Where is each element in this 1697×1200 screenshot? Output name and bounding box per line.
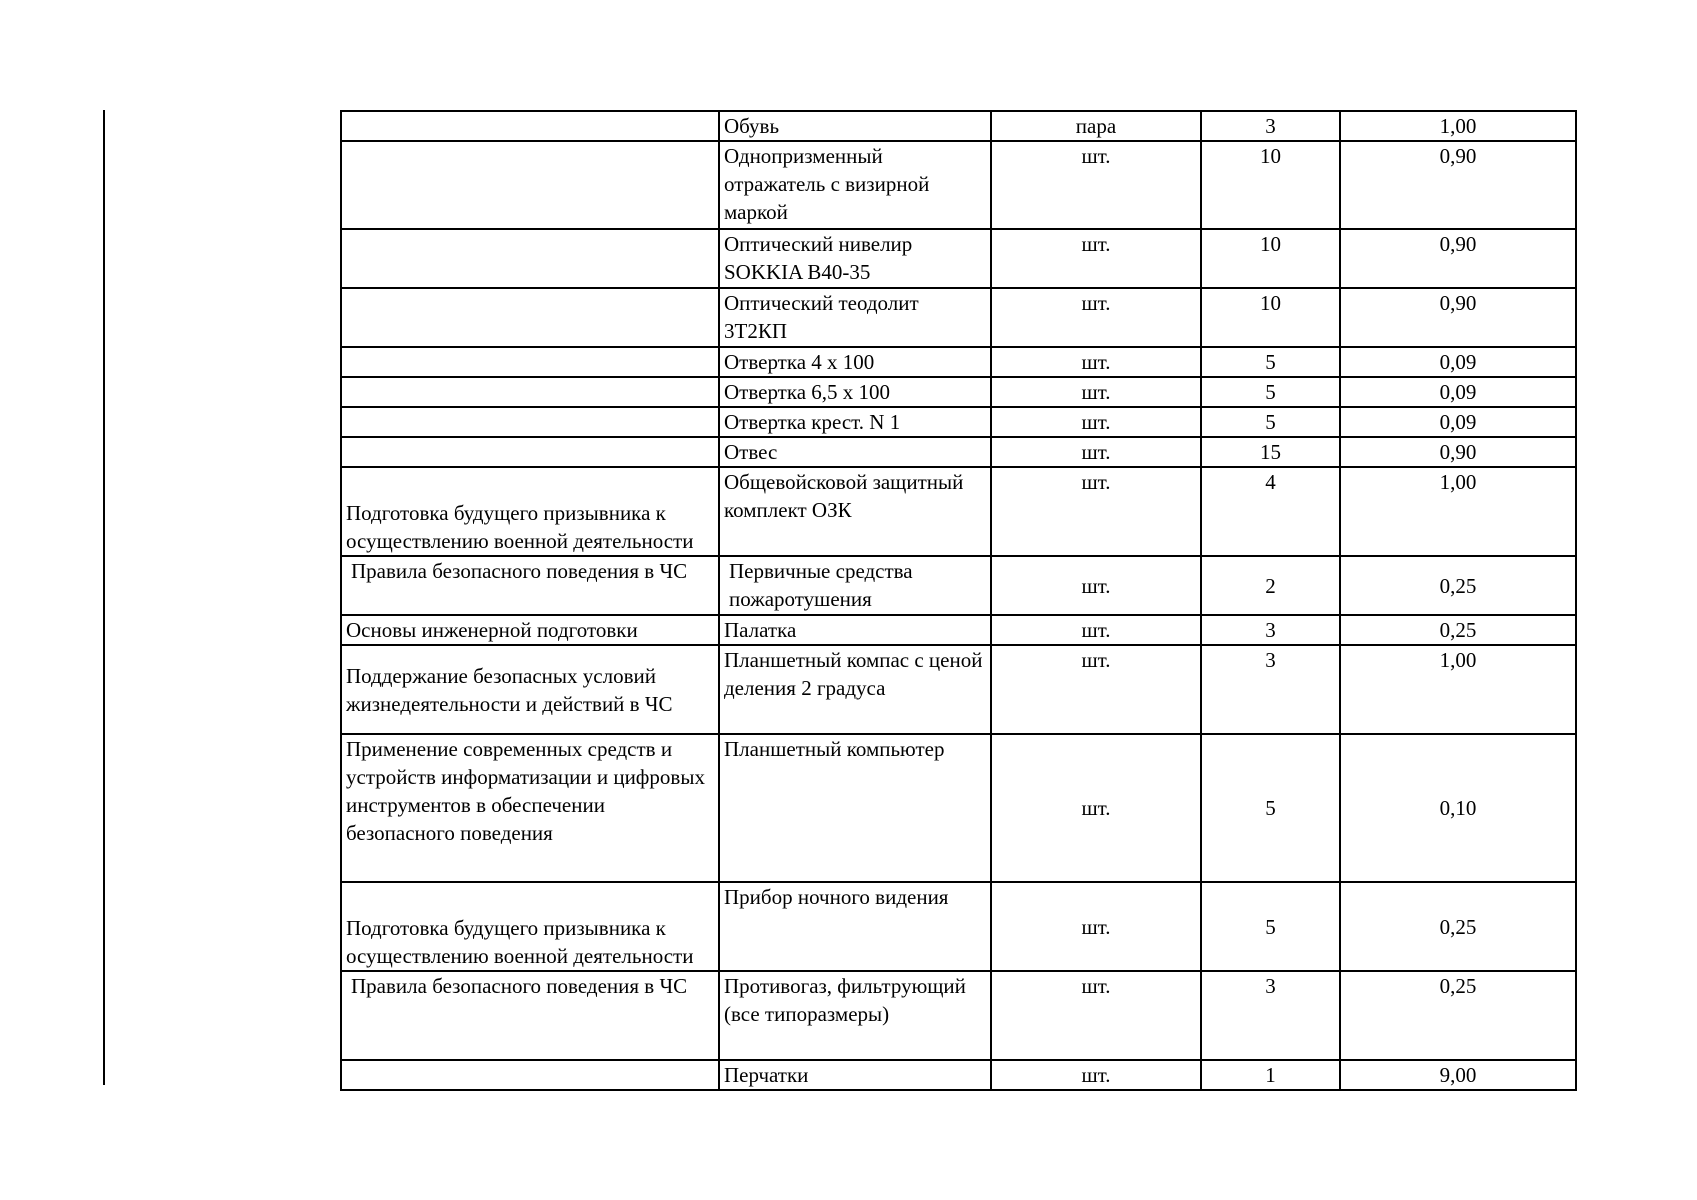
item-cell: Общевойсковой защитный комплект ОЗК — [719, 467, 991, 556]
topic-cell — [341, 437, 719, 467]
norm-cell: 0,09 — [1340, 347, 1576, 377]
unit-cell: шт. — [991, 437, 1201, 467]
norm-cell: 0,09 — [1340, 377, 1576, 407]
topic-cell — [341, 1060, 719, 1090]
qty-cell: 2 — [1201, 556, 1340, 615]
qty-cell: 5 — [1201, 377, 1340, 407]
item-cell: Однопризменный отражатель с визирной маркой — [719, 141, 991, 229]
topic-cell: Поддержание безопасных условий жизнедеятельности и действий в ЧС — [341, 645, 719, 734]
unit-cell: шт. — [991, 971, 1201, 1060]
table-row — [341, 615, 1576, 645]
qty-cell: 3 — [1201, 111, 1340, 141]
norm-cell: 0,25 — [1340, 615, 1576, 645]
table-row — [341, 645, 1576, 734]
table-row — [341, 467, 1576, 556]
norm-cell: 0,25 — [1340, 556, 1576, 615]
topic-cell — [341, 111, 719, 141]
norm-cell: 0,90 — [1340, 141, 1576, 229]
table-row — [341, 377, 1576, 407]
qty-cell: 3 — [1201, 615, 1340, 645]
item-cell: Противогаз, фильтрующий (все типоразмеры) — [719, 971, 991, 1060]
item-cell: Оптический теодолит 3Т2КП — [719, 288, 991, 347]
table-row — [341, 1060, 1576, 1090]
item-cell: Первичные средства пожаротушения — [719, 556, 991, 615]
table-row — [341, 407, 1576, 437]
unit-cell: шт. — [991, 467, 1201, 556]
unit-cell: шт. — [991, 229, 1201, 288]
unit-cell: шт. — [991, 377, 1201, 407]
unit-cell: шт. — [991, 288, 1201, 347]
norm-cell: 1,00 — [1340, 645, 1576, 734]
norm-cell: 0,90 — [1340, 229, 1576, 288]
norm-cell: 0,25 — [1340, 971, 1576, 1060]
unit-cell: шт. — [991, 615, 1201, 645]
norm-cell: 0,90 — [1340, 288, 1576, 347]
item-cell: Обувь — [719, 111, 991, 141]
qty-cell: 3 — [1201, 645, 1340, 734]
table-row — [341, 882, 1576, 971]
norm-cell: 1,00 — [1340, 111, 1576, 141]
item-cell: Прибор ночного видения — [719, 882, 991, 971]
qty-cell: 5 — [1201, 407, 1340, 437]
item-cell: Отвертка 6,5 x 100 — [719, 377, 991, 407]
unit-cell: шт. — [991, 556, 1201, 615]
topic-cell — [341, 288, 719, 347]
table-row — [341, 288, 1576, 347]
unit-cell: шт. — [991, 347, 1201, 377]
topic-cell — [341, 141, 719, 229]
unit-cell: шт. — [991, 407, 1201, 437]
topic-cell: Правила безопасного поведения в ЧС — [341, 971, 719, 1060]
norm-cell: 9,00 — [1340, 1060, 1576, 1090]
norm-cell: 0,09 — [1340, 407, 1576, 437]
qty-cell: 10 — [1201, 141, 1340, 229]
item-cell: Отвертка 4 x 100 — [719, 347, 991, 377]
norm-cell: 1,00 — [1340, 467, 1576, 556]
qty-cell: 15 — [1201, 437, 1340, 467]
unit-cell: шт. — [991, 882, 1201, 971]
table-row — [341, 347, 1576, 377]
topic-cell: Основы инженерной подготовки — [341, 615, 719, 645]
unit-cell: шт. — [991, 734, 1201, 882]
topic-cell — [341, 347, 719, 377]
table-row — [341, 971, 1576, 1060]
table-row — [341, 141, 1576, 229]
topic-cell: Подготовка будущего призывника к осуществлению военной деятельности — [341, 467, 719, 556]
norm-cell: 0,90 — [1340, 437, 1576, 467]
topic-cell — [341, 229, 719, 288]
unit-cell: шт. — [991, 141, 1201, 229]
norm-cell: 0,25 — [1340, 882, 1576, 971]
table-row — [341, 437, 1576, 467]
left-margin-rule — [103, 110, 105, 1085]
unit-cell: шт. — [991, 645, 1201, 734]
item-cell: Перчатки — [719, 1060, 991, 1090]
table-row — [341, 111, 1576, 141]
qty-cell: 5 — [1201, 347, 1340, 377]
unit-cell: пара — [991, 111, 1201, 141]
qty-cell: 10 — [1201, 229, 1340, 288]
table-row — [341, 556, 1576, 615]
topic-cell: Подготовка будущего призывника к осуществлению военной деятельности — [341, 882, 719, 971]
item-cell: Планшетный компас с ценой деления 2 градуса — [719, 645, 991, 734]
qty-cell: 5 — [1201, 734, 1340, 882]
norm-cell: 0,10 — [1340, 734, 1576, 882]
table-row — [341, 229, 1576, 288]
qty-cell: 5 — [1201, 882, 1340, 971]
item-cell: Отвес — [719, 437, 991, 467]
qty-cell: 1 — [1201, 1060, 1340, 1090]
topic-cell: Правила безопасного поведения в ЧС — [341, 556, 719, 615]
topic-cell — [341, 407, 719, 437]
qty-cell: 3 — [1201, 971, 1340, 1060]
qty-cell: 4 — [1201, 467, 1340, 556]
item-cell: Палатка — [719, 615, 991, 645]
topic-cell: Применение современных средств и устройств информатизации и цифровых инструментов в обеспечении безопасного поведения — [341, 734, 719, 882]
table-row — [341, 734, 1576, 882]
item-cell: Оптический нивелир SOKKIA B40-35 — [719, 229, 991, 288]
qty-cell: 10 — [1201, 288, 1340, 347]
unit-cell: шт. — [991, 1060, 1201, 1090]
item-cell: Отвертка крест. N 1 — [719, 407, 991, 437]
item-cell: Планшетный компьютер — [719, 734, 991, 882]
equipment-table — [340, 110, 1577, 1091]
topic-cell — [341, 377, 719, 407]
